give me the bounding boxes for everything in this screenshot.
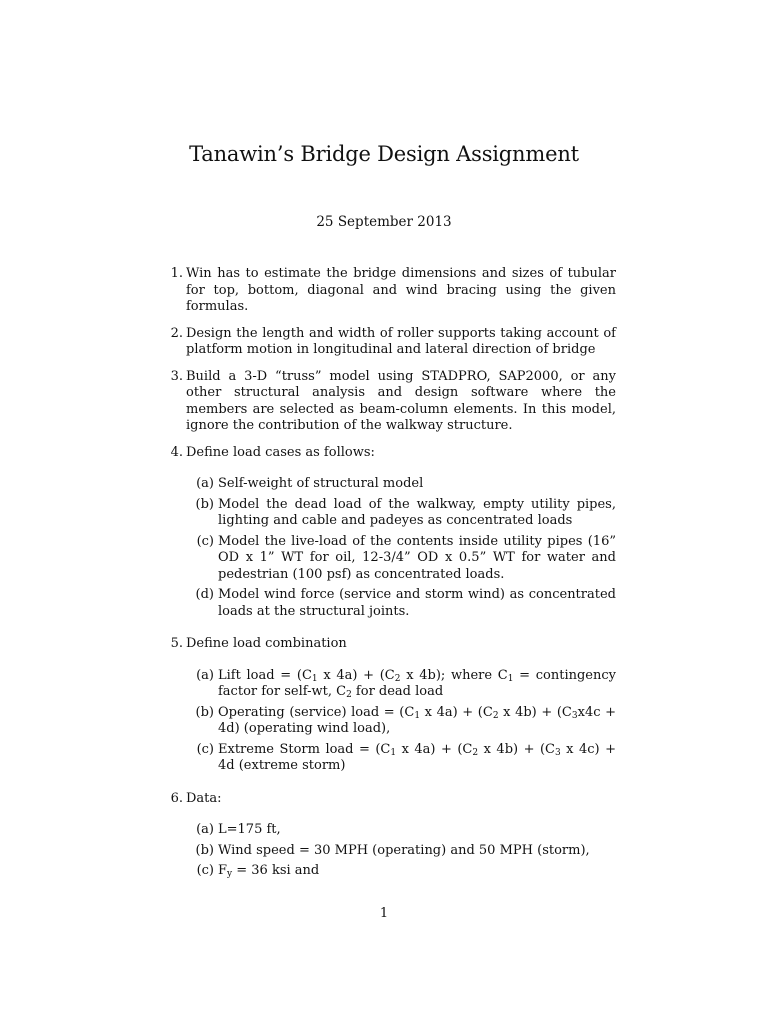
page-number: 1 xyxy=(379,906,389,921)
assignment-list xyxy=(170,266,617,890)
sub-list-item xyxy=(196,476,616,493)
sub-item-label: (b) xyxy=(195,496,214,512)
item-number: 2. xyxy=(170,325,183,341)
item-number: 3. xyxy=(170,368,183,384)
item-text: Data: xyxy=(186,790,222,806)
list-item xyxy=(170,266,616,316)
sub-item-label: (a) xyxy=(196,822,214,837)
sub-item-label: (a) xyxy=(196,476,214,491)
sub-list-item xyxy=(196,741,617,775)
item-text: Define load combination xyxy=(186,636,347,651)
list-item xyxy=(170,790,616,880)
sub-list-item xyxy=(195,842,616,860)
list-item xyxy=(170,368,616,435)
sub-item-text: Model wind force (service and storm wind) as concentrated loads at the structural joints. xyxy=(218,587,616,619)
sub-item-text: Wind speed = 30 MPH (operating) and 50 MPH (storm), xyxy=(218,842,590,858)
sub-list-item xyxy=(196,533,616,584)
item-text: Win has to estimate the bridge dimensions and sizes of tubular for top, bottom, diagonal and wind bracing using the given formulas. xyxy=(186,266,616,314)
sub-item-label: (b) xyxy=(195,842,214,858)
sub-item-text: Extreme Storm load = ($C_1$ x $4a) + (C_2$ x $4b) + (C_3$ x 4c) + 4d (extreme storm) xyxy=(218,741,617,773)
sub-item-text: Lift load = ($C_1$ x $4a) + (C_2$ x 4b); where $C_1$ = contingency factor for self-wt, $C_2$ for dead load xyxy=(218,667,616,700)
sub-list xyxy=(195,822,616,880)
sub-list xyxy=(195,667,617,775)
sub-item-label: (c) xyxy=(196,741,214,757)
document-date: 25 September 2013 xyxy=(316,214,452,230)
sub-item-text: Operating (service) load = ($C_1$ x $4a) + (C_2$ x $4b) + (C_3x4c + 4d)$ (operating wind load), xyxy=(218,704,616,736)
sub-item-text: Model the dead load of the walkway, empty utility pipes, lighting and cable and padeyes as concentrated loads xyxy=(218,496,616,528)
sub-item-text: L=175 ft, xyxy=(218,822,281,837)
sub-list-item xyxy=(196,822,616,839)
sub-item-text: Self-weight of structural model xyxy=(218,476,424,491)
sub-item-label: (c) xyxy=(196,533,214,549)
list-item xyxy=(170,444,616,621)
item-number: 1. xyxy=(170,266,183,281)
item-text: Define load cases as follows: xyxy=(186,444,375,460)
list-item xyxy=(170,325,616,359)
sub-item-text: $F_y = 36$ ksi and xyxy=(218,863,320,879)
sub-item-text: Model the live-load of the contents inside utility pipes (16” OD x 1” WT for oil, 12-3/4” OD x 0.5” WT for water and pedestrian (100 psf) as concentrated loads. xyxy=(218,533,616,582)
sub-list-item xyxy=(195,587,616,620)
sub-item-label: (d) xyxy=(195,587,214,602)
document-title: Tanawin’s Bridge Design Assignment xyxy=(189,142,579,166)
sub-list-item xyxy=(195,704,616,738)
item-number: 5. xyxy=(170,636,183,651)
sub-list xyxy=(195,476,616,620)
item-number: 4. xyxy=(170,444,183,460)
sub-list-item xyxy=(195,496,616,530)
item-number: 6. xyxy=(170,790,183,806)
sub-item-label: (c) xyxy=(196,863,214,878)
sub-item-label: (b) xyxy=(195,704,214,720)
item-text: Design the length and width of roller supports taking account of platform motion in longitudinal and lateral direction of bridge xyxy=(186,325,616,357)
item-text: Build a 3-D “truss” model using STADPRO, SAP2000, or any other structural analysis and design software where the members are selected as beam-column elements. In this model, ignore the contribution of the walkway structure. xyxy=(186,368,616,433)
sub-list-item xyxy=(196,863,616,880)
list-item xyxy=(170,636,617,775)
sub-list-item xyxy=(196,667,616,701)
sub-item-label: (a) xyxy=(196,667,214,683)
